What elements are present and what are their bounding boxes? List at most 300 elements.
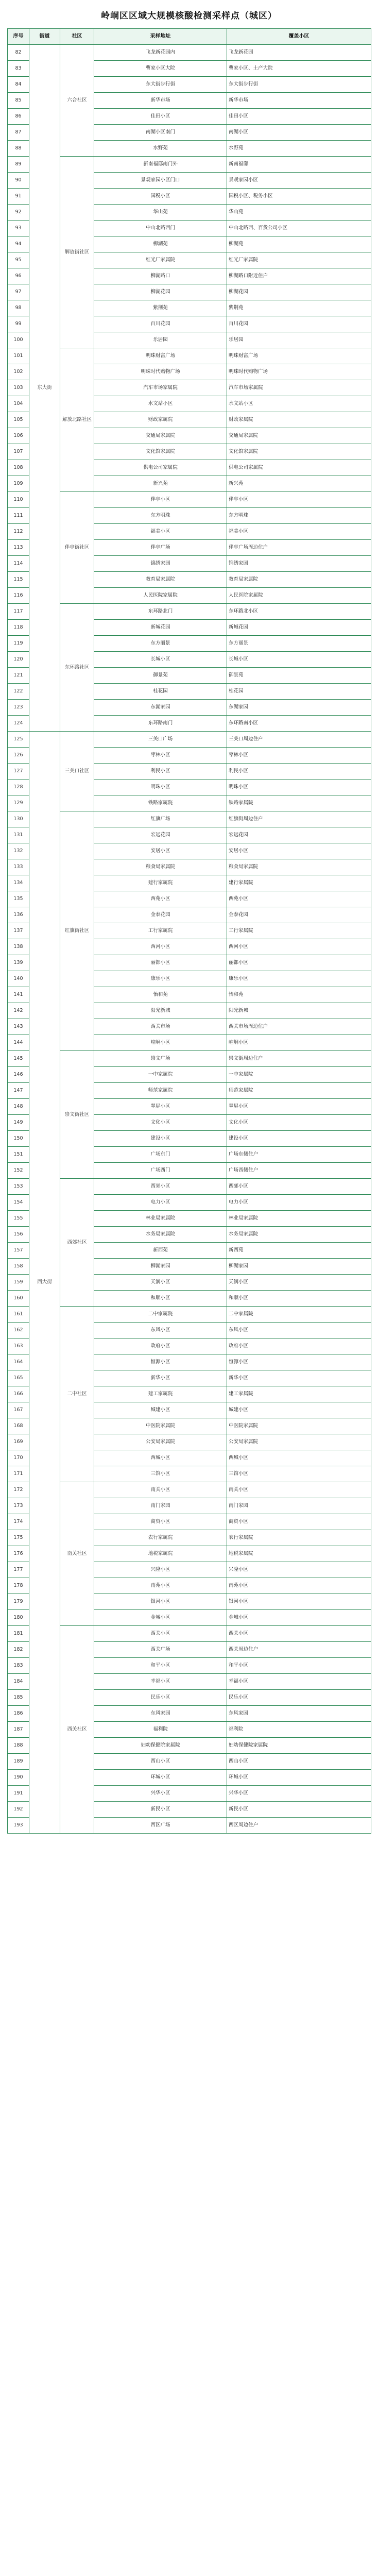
cell-site: 乐居园: [94, 332, 227, 348]
cell-area: 东湖家园: [227, 700, 371, 716]
cell-no: 116: [8, 588, 29, 604]
cell-area: 西苑小区: [227, 891, 371, 907]
table-row: [8, 811, 371, 827]
cell-no: 186: [8, 1706, 29, 1722]
cell-no: 180: [8, 1610, 29, 1626]
cell-area: 红光厂家属院: [227, 252, 371, 268]
cell-site: 明珠时代购物广场: [94, 364, 227, 380]
cell-area: 水文站小区: [227, 396, 371, 412]
cell-area: 兴华小区: [227, 1786, 371, 1802]
cell-no: 150: [8, 1131, 29, 1147]
cell-area: 阳光新城: [227, 1003, 371, 1019]
cell-area: 东大街步行街: [227, 77, 371, 93]
cell-area: 明珠财富广场: [227, 348, 371, 364]
cell-no: 168: [8, 1418, 29, 1434]
cell-area: 三关口周边住户: [227, 732, 371, 748]
cell-no: 123: [8, 700, 29, 716]
cell-site: 锦绣家园: [94, 556, 227, 572]
cell-area: 粮食局家属院: [227, 859, 371, 875]
cell-area: 城建小区: [227, 1402, 371, 1418]
cell-site: 和顺小区: [94, 1291, 227, 1307]
cell-no: 137: [8, 923, 29, 939]
table-body: [8, 45, 371, 1834]
cell-area: 文化小区: [227, 1115, 371, 1131]
cell-site: 西郊小区: [94, 1179, 227, 1195]
cell-area: 银河小区: [227, 1594, 371, 1610]
cell-no: 161: [8, 1307, 29, 1323]
cell-no: 82: [8, 45, 29, 61]
cell-area: 柳湖花园: [227, 284, 371, 300]
cell-no: 128: [8, 779, 29, 795]
cell-site: 新西苑: [94, 1243, 227, 1259]
cell-site: 宏远花园: [94, 827, 227, 843]
cell-community: 二中社区: [60, 1307, 94, 1482]
cell-site: 新城花园: [94, 620, 227, 636]
cell-area: 紫荆苑: [227, 300, 371, 316]
cell-site: 西山小区: [94, 1754, 227, 1770]
cell-community: 六合社区: [60, 45, 94, 157]
cell-no: 160: [8, 1291, 29, 1307]
table-row: [8, 157, 371, 173]
cell-area: 新兴苑: [227, 476, 371, 492]
cell-no: 126: [8, 748, 29, 764]
cell-no: 107: [8, 444, 29, 460]
cell-site: 明珠财富广场: [94, 348, 227, 364]
cell-site: 柳湖花园: [94, 284, 227, 300]
cell-no: 181: [8, 1626, 29, 1642]
cell-no: 149: [8, 1115, 29, 1131]
cell-site: 枣林小区: [94, 748, 227, 764]
cell-area: 汽车市场家属院: [227, 380, 371, 396]
cell-site: 飞龙新花园内: [94, 45, 227, 61]
cell-site: 柳湖苑: [94, 236, 227, 252]
header-community: 社区: [60, 29, 94, 45]
cell-no: 166: [8, 1386, 29, 1402]
cell-area: 南苑小区: [227, 1578, 371, 1594]
cell-site: 民乐小区: [94, 1690, 227, 1706]
cell-area: 华山苑: [227, 205, 371, 221]
cell-area: 新华市场: [227, 93, 371, 109]
cell-community: 西关社区: [60, 1626, 94, 1834]
cell-no: 155: [8, 1211, 29, 1227]
cell-site: 御景苑: [94, 668, 227, 684]
cell-no: 191: [8, 1786, 29, 1802]
cell-community: 南关社区: [60, 1482, 94, 1626]
cell-site: 东风小区: [94, 1323, 227, 1338]
cell-community: 东环路社区: [60, 604, 94, 732]
cell-area: 三馆小区: [227, 1466, 371, 1482]
cell-area: 师范家属院: [227, 1083, 371, 1099]
cell-community: 伴亭街社区: [60, 492, 94, 604]
cell-site: 人民医院家属院: [94, 588, 227, 604]
cell-area: 西山小区: [227, 1754, 371, 1770]
cell-no: 98: [8, 300, 29, 316]
cell-area: 水野苑: [227, 141, 371, 157]
cell-area: 新民小区: [227, 1802, 371, 1818]
cell-no: 132: [8, 843, 29, 859]
cell-area: 新南福邸: [227, 157, 371, 173]
cell-area: 崇文街周边住户: [227, 1051, 371, 1067]
cell-no: 91: [8, 189, 29, 205]
cell-site: 和平小区: [94, 1658, 227, 1674]
cell-area: 金泰花园: [227, 907, 371, 923]
cell-area: 交通局家属院: [227, 428, 371, 444]
cell-area: 福利院: [227, 1722, 371, 1738]
cell-site: 环城小区: [94, 1770, 227, 1786]
cell-site: 文化小区: [94, 1115, 227, 1131]
page-title: 岭峒区区域大规模核酸检测采样点（城区）: [101, 11, 277, 21]
cell-area: 公安局家属院: [227, 1434, 371, 1450]
cell-site: 教育局家属院: [94, 572, 227, 588]
cell-area: 中山北路西、百货公司小区: [227, 221, 371, 236]
cell-site: 建设小区: [94, 1131, 227, 1147]
cell-no: 185: [8, 1690, 29, 1706]
cell-no: 141: [8, 987, 29, 1003]
cell-no: 118: [8, 620, 29, 636]
cell-site: 安居小区: [94, 843, 227, 859]
cell-area: 政府小区: [227, 1338, 371, 1354]
cell-site: 紫荆苑: [94, 300, 227, 316]
cell-site: 建工家属院: [94, 1386, 227, 1402]
cell-site: 水文站小区: [94, 396, 227, 412]
cell-site: 新华小区: [94, 1370, 227, 1386]
cell-area: 中医院家属院: [227, 1418, 371, 1434]
cell-site: 天润小区: [94, 1275, 227, 1291]
cell-street: 东大街: [29, 45, 60, 732]
cell-no: 169: [8, 1434, 29, 1450]
cell-area: 丽都小区: [227, 955, 371, 971]
cell-area: 百川花园: [227, 316, 371, 332]
cell-site: 福利院: [94, 1722, 227, 1738]
cell-site: 佳田小区: [94, 109, 227, 125]
cell-area: 红旗街周边住户: [227, 811, 371, 827]
table-row: [8, 348, 371, 364]
sampling-sites-table: [7, 28, 371, 1834]
table-row: [8, 1626, 371, 1642]
cell-no: 159: [8, 1275, 29, 1291]
cell-area: 西区周边住户: [227, 1818, 371, 1834]
cell-site: 怡和苑: [94, 987, 227, 1003]
cell-site: 丽都小区: [94, 955, 227, 971]
cell-site: 兴华小区: [94, 1786, 227, 1802]
cell-no: 85: [8, 93, 29, 109]
cell-area: 利民小区: [227, 764, 371, 779]
cell-no: 184: [8, 1674, 29, 1690]
cell-area: 长城小区: [227, 652, 371, 668]
cell-area: 天润小区: [227, 1275, 371, 1291]
cell-site: 南湖小区南门: [94, 125, 227, 141]
cell-site: 东湖家园: [94, 700, 227, 716]
cell-site: 东方明珠: [94, 508, 227, 524]
cell-area: 翠屏小区: [227, 1099, 371, 1115]
cell-area: 福美小区: [227, 524, 371, 540]
cell-no: 92: [8, 205, 29, 221]
cell-site: 兴隆小区: [94, 1562, 227, 1578]
cell-site: 西关广场: [94, 1642, 227, 1658]
cell-no: 109: [8, 476, 29, 492]
cell-no: 179: [8, 1594, 29, 1610]
cell-site: 水野苑: [94, 141, 227, 157]
cell-site: 中山北路西门: [94, 221, 227, 236]
cell-no: 97: [8, 284, 29, 300]
cell-area: 康乐小区: [227, 971, 371, 987]
cell-area: 南关小区: [227, 1482, 371, 1498]
cell-area: 曹家小区、土产大院: [227, 61, 371, 77]
cell-area: 广场西侧住户: [227, 1163, 371, 1179]
cell-site: 三关口广场: [94, 732, 227, 748]
cell-no: 112: [8, 524, 29, 540]
cell-site: 伴亭小区: [94, 492, 227, 508]
cell-no: 138: [8, 939, 29, 955]
cell-area: 西河小区: [227, 939, 371, 955]
cell-site: 城建小区: [94, 1402, 227, 1418]
cell-site: 康乐小区: [94, 971, 227, 987]
cell-no: 158: [8, 1259, 29, 1275]
cell-no: 156: [8, 1227, 29, 1243]
cell-site: 东环路北门: [94, 604, 227, 620]
cell-no: 115: [8, 572, 29, 588]
cell-no: 83: [8, 61, 29, 77]
cell-area: 新西苑: [227, 1243, 371, 1259]
cell-no: 174: [8, 1514, 29, 1530]
cell-area: 民乐小区: [227, 1690, 371, 1706]
cell-community: 崇文街社区: [60, 1051, 94, 1179]
cell-area: 西关周边住户: [227, 1642, 371, 1658]
cell-site: 金泰花园: [94, 907, 227, 923]
cell-no: 110: [8, 492, 29, 508]
cell-site: 福美小区: [94, 524, 227, 540]
cell-no: 131: [8, 827, 29, 843]
cell-site: 公安局家属院: [94, 1434, 227, 1450]
cell-site: 华山苑: [94, 205, 227, 221]
cell-no: 144: [8, 1035, 29, 1051]
cell-no: 147: [8, 1083, 29, 1099]
cell-area: 林业局家属院: [227, 1211, 371, 1227]
cell-site: 银河小区: [94, 1594, 227, 1610]
cell-area: 西郊小区: [227, 1179, 371, 1195]
cell-area: 怡和苑: [227, 987, 371, 1003]
cell-no: 96: [8, 268, 29, 284]
cell-no: 178: [8, 1578, 29, 1594]
cell-site: 南关小区: [94, 1482, 227, 1498]
cell-site: 新华市场: [94, 93, 227, 109]
cell-site: 供电公司家属院: [94, 460, 227, 476]
cell-area: 金城小区: [227, 1610, 371, 1626]
cell-site: 建行家属院: [94, 875, 227, 891]
cell-area: 锦绣家园: [227, 556, 371, 572]
cell-no: 129: [8, 795, 29, 811]
header-row: [8, 29, 371, 45]
cell-area: 西城小区: [227, 1450, 371, 1466]
cell-site: 广场西门: [94, 1163, 227, 1179]
cell-site: 文化馆家属院: [94, 444, 227, 460]
cell-no: 142: [8, 1003, 29, 1019]
cell-no: 122: [8, 684, 29, 700]
cell-no: 114: [8, 556, 29, 572]
table-row: [8, 604, 371, 620]
cell-no: 119: [8, 636, 29, 652]
cell-area: 铁路家属院: [227, 795, 371, 811]
cell-community: 解放北路社区: [60, 348, 94, 492]
cell-area: 伴亭小区: [227, 492, 371, 508]
cell-no: 187: [8, 1722, 29, 1738]
cell-no: 143: [8, 1019, 29, 1035]
cell-area: 环城小区: [227, 1770, 371, 1786]
cell-site: 师范家属院: [94, 1083, 227, 1099]
cell-area: 明珠小区: [227, 779, 371, 795]
cell-no: 95: [8, 252, 29, 268]
cell-site: 南门家园: [94, 1498, 227, 1514]
cell-no: 172: [8, 1482, 29, 1498]
cell-no: 100: [8, 332, 29, 348]
table-header: [8, 29, 371, 45]
cell-no: 102: [8, 364, 29, 380]
cell-no: 117: [8, 604, 29, 620]
cell-area: 南门家园: [227, 1498, 371, 1514]
cell-area: 地税家属院: [227, 1546, 371, 1562]
cell-site: 幸福小区: [94, 1674, 227, 1690]
cell-area: 建工家属院: [227, 1386, 371, 1402]
cell-no: 164: [8, 1354, 29, 1370]
cell-community: 红旗街社区: [60, 811, 94, 1051]
cell-area: 佳田小区: [227, 109, 371, 125]
cell-site: 崇文广场: [94, 1051, 227, 1067]
cell-area: 明珠时代购物广场: [227, 364, 371, 380]
cell-community: 解放街社区: [60, 157, 94, 348]
cell-site: 财政家属院: [94, 412, 227, 428]
cell-site: 新兴苑: [94, 476, 227, 492]
cell-no: 89: [8, 157, 29, 173]
cell-area: 和平小区: [227, 1658, 371, 1674]
cell-no: 127: [8, 764, 29, 779]
cell-area: 西关市场周边住户: [227, 1019, 371, 1035]
cell-no: 173: [8, 1498, 29, 1514]
cell-no: 189: [8, 1754, 29, 1770]
cell-no: 88: [8, 141, 29, 157]
cell-no: 165: [8, 1370, 29, 1386]
cell-no: 182: [8, 1642, 29, 1658]
cell-site: 长城小区: [94, 652, 227, 668]
header-street: 街道: [29, 29, 60, 45]
cell-no: 86: [8, 109, 29, 125]
cell-area: 安居小区: [227, 843, 371, 859]
cell-area: 供电公司家属院: [227, 460, 371, 476]
cell-area: 广场东侧住户: [227, 1147, 371, 1163]
cell-no: 140: [8, 971, 29, 987]
cell-no: 177: [8, 1562, 29, 1578]
cell-no: 99: [8, 316, 29, 332]
cell-no: 190: [8, 1770, 29, 1786]
cell-site: 工行家属院: [94, 923, 227, 939]
cell-area: 农行家属院: [227, 1530, 371, 1546]
cell-area: 教育局家属院: [227, 572, 371, 588]
cell-area: 桂花园: [227, 684, 371, 700]
cell-area: 电力小区: [227, 1195, 371, 1211]
cell-no: 167: [8, 1402, 29, 1418]
cell-no: 183: [8, 1658, 29, 1674]
cell-area: 南湖小区: [227, 125, 371, 141]
cell-no: 105: [8, 412, 29, 428]
header-no: 序号: [8, 29, 29, 45]
table-row: [8, 492, 371, 508]
cell-area: 东风小区: [227, 1323, 371, 1338]
cell-area: 商贸小区: [227, 1514, 371, 1530]
cell-area: 兴隆小区: [227, 1562, 371, 1578]
cell-site: 阳光新城: [94, 1003, 227, 1019]
cell-no: 121: [8, 668, 29, 684]
cell-no: 170: [8, 1450, 29, 1466]
cell-no: 120: [8, 652, 29, 668]
cell-site: 西关小区: [94, 1626, 227, 1642]
cell-no: 135: [8, 891, 29, 907]
cell-area: 人民医院家属院: [227, 588, 371, 604]
cell-area: 新华小区: [227, 1370, 371, 1386]
cell-site: 农行家属院: [94, 1530, 227, 1546]
cell-community: 三关口社区: [60, 732, 94, 811]
cell-site: 商贸小区: [94, 1514, 227, 1530]
cell-no: 106: [8, 428, 29, 444]
cell-site: 东大街步行街: [94, 77, 227, 93]
cell-site: 利民小区: [94, 764, 227, 779]
cell-area: 财政家属院: [227, 412, 371, 428]
cell-area: 东风家园: [227, 1706, 371, 1722]
cell-no: 87: [8, 125, 29, 141]
header-site: 采样地址: [94, 29, 227, 45]
cell-area: 一中家属院: [227, 1067, 371, 1083]
cell-area: 文化馆家属院: [227, 444, 371, 460]
cell-no: 90: [8, 173, 29, 189]
cell-no: 146: [8, 1067, 29, 1083]
cell-no: 162: [8, 1323, 29, 1338]
cell-site: 柳湖家园: [94, 1259, 227, 1275]
cell-area: 柳湖路口附近住户: [227, 268, 371, 284]
cell-area: 恒源小区: [227, 1354, 371, 1370]
cell-area: 二中家属院: [227, 1307, 371, 1323]
cell-no: 133: [8, 859, 29, 875]
cell-site: 地税家属院: [94, 1546, 227, 1562]
cell-area: 东方丽景: [227, 636, 371, 652]
cell-site: 红光厂家属院: [94, 252, 227, 268]
cell-community: 西郊社区: [60, 1179, 94, 1307]
cell-site: 新民小区: [94, 1802, 227, 1818]
cell-site: 东方丽景: [94, 636, 227, 652]
cell-site: 铁路家属院: [94, 795, 227, 811]
cell-site: 汽车市场家属院: [94, 380, 227, 396]
cell-area: 建设小区: [227, 1131, 371, 1147]
table-row: [8, 1051, 371, 1067]
cell-site: 三馆小区: [94, 1466, 227, 1482]
cell-area: 东方明珠: [227, 508, 371, 524]
cell-site: 电力小区: [94, 1195, 227, 1211]
cell-area: 伴亭广场周边住户: [227, 540, 371, 556]
cell-site: 水务局家属院: [94, 1227, 227, 1243]
cell-no: 188: [8, 1738, 29, 1754]
cell-site: 金城小区: [94, 1610, 227, 1626]
cell-site: 西关市场: [94, 1019, 227, 1035]
cell-area: 御景苑: [227, 668, 371, 684]
cell-site: 中医院家属院: [94, 1418, 227, 1434]
cell-site: 明珠小区: [94, 779, 227, 795]
cell-no: 111: [8, 508, 29, 524]
cell-no: 171: [8, 1466, 29, 1482]
cell-no: 136: [8, 907, 29, 923]
cell-no: 192: [8, 1802, 29, 1818]
cell-site: 新南福邸南门外: [94, 157, 227, 173]
cell-no: 151: [8, 1147, 29, 1163]
cell-site: 妇幼保健院家属院: [94, 1738, 227, 1754]
cell-site: 伴亭广场: [94, 540, 227, 556]
cell-no: 104: [8, 396, 29, 412]
